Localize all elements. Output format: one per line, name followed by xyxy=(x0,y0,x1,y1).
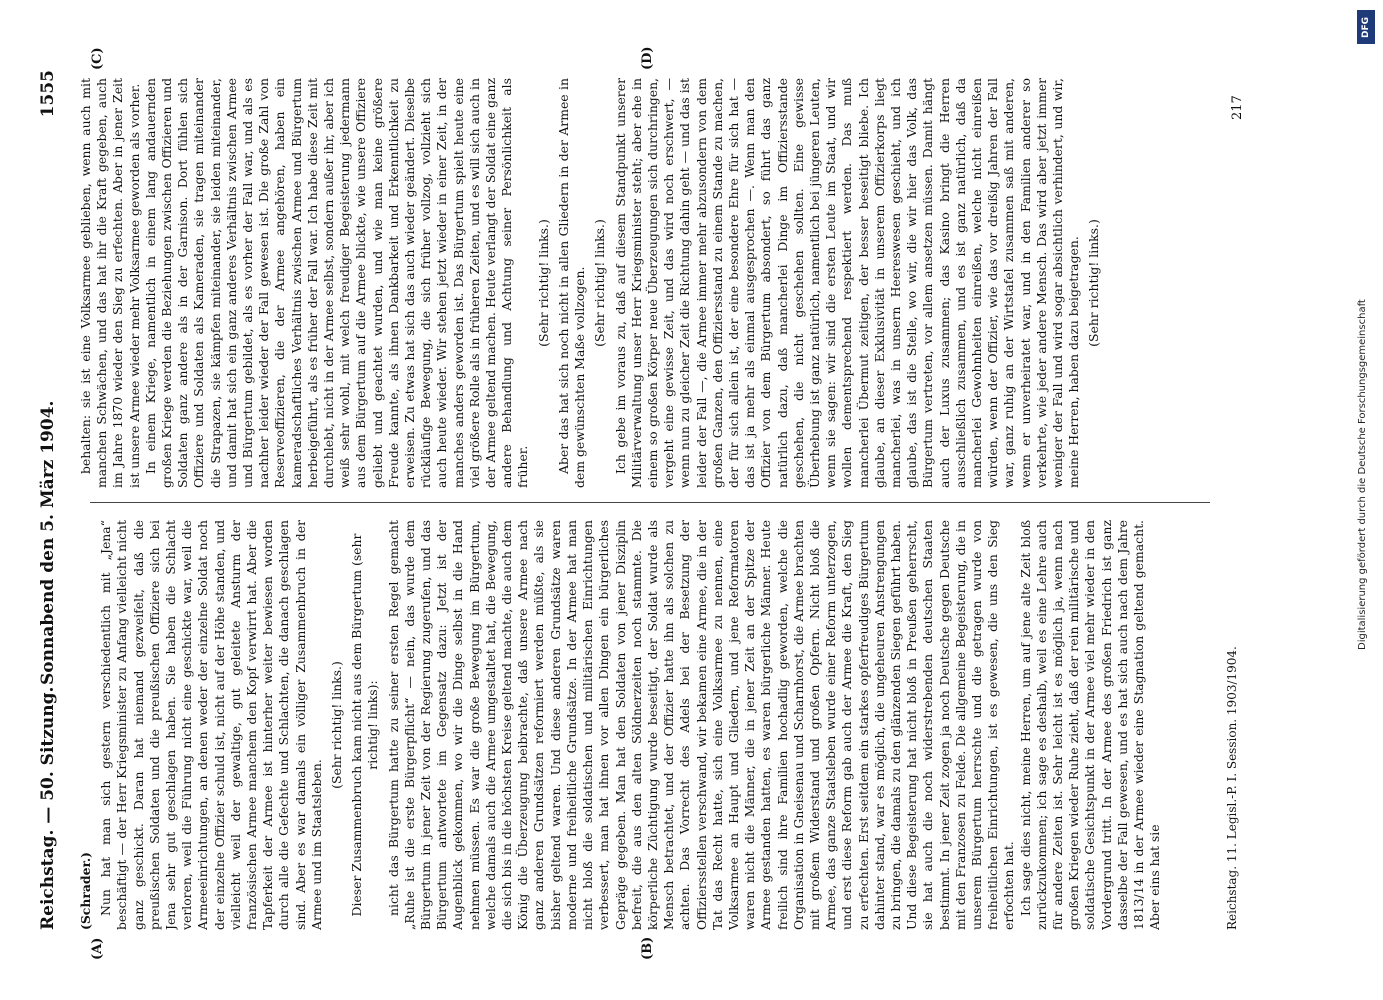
paragraph: nicht das Bürgertum hatte zu seiner ersten Regel gemacht „Ruhe ist die erste Bürgerpflicht“ — nein, das wurde dem Bürgertum in jener Zeit von der Regierung zugerufen, und das Bürgertum antwortete im Gegensatz dazu: Jetzt ist der Augenblick gekommen, wo wir die Dinge selbst in die Hand nehmen müssen. Es war die große Bewegung im Bürgertum, welche damals auch die Armee umgestaltet hat, die Bewegung, die sich bis in die höchsten Kreise geltend machte, die auch dem König die Überzeugung beibrachte, daß unsere Armee nach ganz anderen Grundsätzen reformiert werden müßte, als sie bisher geltend waren. Und diese anderen Grundsätze waren moderne und freiheitliche Grundsätze. In der Armee hat man nicht bloß die soldatischen und militärischen Einrichtungen verbessert, man hat ihnen vor allen Dingen ein bürgerliches Gepräge gegeben. Man hat den Soldaten von jener Disziplin befreit, die aus den alten Söldnerzeiten noch stammte. Die körperliche Züchtigung wurde beseitigt, der Soldat wurde als Mensch betrachtet, und der Offizier hatte ihn als solchen zu achten. Das Vorrecht des Adels bei der Besetzung der Offiziersstellen verschwand, wir bekamen eine Armee, die in der Tat das Recht hatte, sich eine Volksarmee zu nennen, eine Volksarmee an Haupt und Gliedern, und jene Reformatoren waren nicht die Männer, die in jener Zeit an der Spitze der Armee gestanden hatten, es waren bürgerliche Männer. Heute freilich sind ihre Familien hochadlig geworden, welche die Organisation in Gneisenau und Scharnhorst, die Armee brachten mit großem Widerstand und großen Opfern. Nicht bloß die Armee, das ganze Staatsleben wurde einer Reform unterzogen, und erst diese Reform gab auch der Armee die Kraft, den Sieg zu erfechten. Erst seitdem ein starkes opferfreudiges Bürgertum dahinter stand, war es möglich, die ungeheuren Anstrengungen zu bringen, die damals zu den glänzenden Siegen geführt haben. Und diese Begeisterung hat nicht bloß in Preußen geherrscht, sie hat auch die noch widerstrebenden deutschen Staaten bestimmt. In jener Zeit zogen ja noch Deutsche gegen Deutsche mit den Franzosen zu Felde. Die allgemeine Begeisterung, die in unserem Bürgertum herrschte und die getragen wurde von freiheitlichen Einrichtungen, ist es gewesen, die uns den Sieg erfochten hat. xyxy=(385,520,1017,930)
digitization-credit: Digitalisierung gefördert durch die Deutsche Forschungsgemeinschaft xyxy=(1357,299,1368,650)
dfg-logo-icon: DFG xyxy=(1357,10,1375,44)
paragraph: Ich gebe im voraus zu, daß auf diesem Standpunkt unserer Militärverwaltung unser Herr Kriegsminister steht; aber ehe in einem so großen Körper neue Überzeugungen sich durchringen, vergeht eine gewisse Zeit, und das wird noch erschwert, — wenn nun zu gleicher Zeit die Richtung dahin geht — und das ist leider der Fall —, die Armee immer mehr abzusondern von dem großen Ganzen, den Offiziersstand zu einem Stande zu machen, der für sich allein ist, der eine besondere Ehre für sich hat — das ist ja mehr als einmal ausgesprochen —. Wenn man den Offizier von dem Bürgertum absondert, so führt das ganz natürlich dazu, daß mancherlei Dinge im Offiziersstande geschehen, die nicht geschehen sollten. Eine gewisse Überhebung ist ganz natürlich, namentlich bei jüngeren Leuten, wenn sie sagen: wir sind die ersten Leute im Staat, und wir wollen dementsprechend respektiert werden. Das muß mancherlei Übermut zeitigen, der besser beseitigt bliebe. Ich glaube, an dieser Exklusivität in unserem Offizierkorps liegt mancherlei, was in unsern Heereswesen geschieht, und ich glaube, das ist die Stelle, wo wir, die wir hier das Volk, das Bürgertum vertreten, vor allem ansetzen müssen. Damit hängt auch der Luxus zusammen; das Kasino bringt die Herren ausschließlich zusammen, und es ist ganz natürlich, daß da mancherlei Gewohnheiten einreißen, welche nicht einreißen würden, wenn der Offizier, wie das vor dreißig Jahren der Fall war, ganz ruhig an der Wirtstafel zusammen saß mit anderen, wenn er unverheiratet war, und in den Familien anderer so verkehrte, wie jeder andere Mensch. Das wird aber jetzt immer weniger der Fall und wird sogar absichtlich verhindert, und wir, meine Herren, haben dazu beigetragen. xyxy=(612,78,1082,488)
margin-mark-b: (B) xyxy=(640,936,655,960)
right-column xyxy=(78,78,1218,488)
margin-mark-d: (D) xyxy=(640,46,655,70)
interjection: (Sehr richtig! links.) xyxy=(535,219,551,347)
header-left: Reichstag. — 50. Sitzung. xyxy=(38,686,58,930)
footer-page-number: 217 xyxy=(1230,95,1245,120)
side-credit xyxy=(1357,0,1375,1000)
paragraph: behalten: sie ist eine Volksarmee geblieben, wenn auch mit manchen Schwächen, und das hat ihr die Kraft gegeben, auch im Jahre 1870 wieder den Sieg zu erfechten. Aber in jener Zeit ist unsere Armee wieder mehr Volksarmee geworden als vorher. xyxy=(78,78,142,488)
margin-mark-c: (C) xyxy=(90,47,105,70)
paragraph: Ich sage dies nicht, meine Herren, um auf jene alte Zeit bloß zurückzukommen; ich sage es deshalb, weil es eine Lehre auch für andere Zeiten ist. Sehr leicht ist es möglich ja, wenn nach großen Kriegen wieder Ruhe zieht, daß der rein militärische und soldatische Gesichtspunkt in der Armee viel mehr wieder in den Vordergrund tritt. In der Armee des großen Friedrich ist ganz dasselbe der Fall gewesen, und es hat sich auch nach dem Jahre 1813/14 in der Armee wieder eine Stagnation geltend gemacht. Aber eins hat sie xyxy=(1017,520,1163,930)
interjection: (Sehr richtig! links.) xyxy=(592,219,608,347)
page-header xyxy=(38,70,68,930)
paragraph: In einem Kriege, namentlich in einem lang andauernden großen Kriege werden die Beziehungen zwischen Offizieren und Soldaten ganz andere als in der Garnison. Dort fühlen sich Offiziere und Soldaten als Kameraden, sie tragen miteinander die Strapazen, sie kämpfen miteinander, sie leiden miteinander, und damit hat sich ein ganz anderes Verhältnis zwischen Armee und Bürgertum gebildet, als es vorher der Fall war, und als es nachher leider wieder der Fall gewesen ist. Die große Zahl von Reserveoffizieren, die der Armee angehören, haben ein kameradschaftliches Verhältnis zwischen Armee und Bürgertum herbeigeführt, als es früher der Fall war. Ich habe diese Zeit mit durchlebt, nicht in der Armee selbst, sondern außer ihr, aber ich weiß sehr wohl, mit welch freudiger Begeisterung jedermann aus dem Bürgertum auf die Armee blickte, wie unsere Offiziere geliebt und geachtet wurden, und wie man keine größere Freude kannte, als ihnen Dankbarkeit und Erkenntlichkeit zu erweisen. Zu etwas hat sich das auch wieder geändert. Dieselbe rückläufige Bewegung, die sich früher vollzog, vollzieht sich auch heute wieder. Wir stehen jetzt wieder in einer Zeit, in der manches anders geworden ist. Das Bürgertum spielt heute eine viel größere Rolle als in früheren Zeiten, und es will sich auch in der Armee geltend machen. Heute verlangt der Soldat eine ganz andere Behandlung und Achtung seiner Persönlichkeit als früher. xyxy=(142,78,531,488)
speaker-name: (Schrader.) xyxy=(78,851,93,930)
header-date: Sonnabend den 5. März 1904. xyxy=(38,400,58,685)
margin-mark-a: (A) xyxy=(90,937,105,960)
paragraph: Aber das hat sich noch nicht in allen Gliedern in der Armee in dem gewünschten Maße vollzogen. xyxy=(555,78,588,488)
column-divider xyxy=(90,502,1210,503)
paragraph: Nun hat man sich gestern verschiedentlich mit „Jena“ beschäftigt — der Herr Kriegsminister zu Anfang vielleicht nicht ganz geschickt. Daran hat niemand gezweifelt, daß die preußischen Soldaten und die preußischen Offiziere sich bei Jena sehr gut geschlagen haben. Sie haben die Schlacht verloren, weil die Führung nicht eine geschickte war, weil die Armeeeinrichtungen, an denen weder der einzelne Soldat noch der einzelne Offizier schuld ist, nicht auf der Höhe standen, und vielleicht weil der gewaltige, gut geleitete Ansturm der französischen Armee manchem den Kopf verwirrt hat. Aber die Tapferkeit der Armee ist hinterher weiter bewiesen worden durch alle die Gefechte und Schlachten, die danach geschlagen sind. Aber es war damals ein völliger Zusammenbruch in der Armee und im Staatsleben. xyxy=(98,520,324,930)
interjection: (Sehr richtig! links.) xyxy=(1086,219,1102,347)
left-column xyxy=(78,520,1218,930)
paragraph: Dieser Zusammenbruch kam nicht aus dem Bürgertum (sehr richtig! links): xyxy=(349,533,381,917)
page-footer: Reichstag. 11. Legisl.-P. I. Session. 1903/1904. xyxy=(1225,646,1239,930)
interjection: (Sehr richtig! links.) xyxy=(329,661,345,789)
header-page-number: 1555 xyxy=(38,70,58,118)
